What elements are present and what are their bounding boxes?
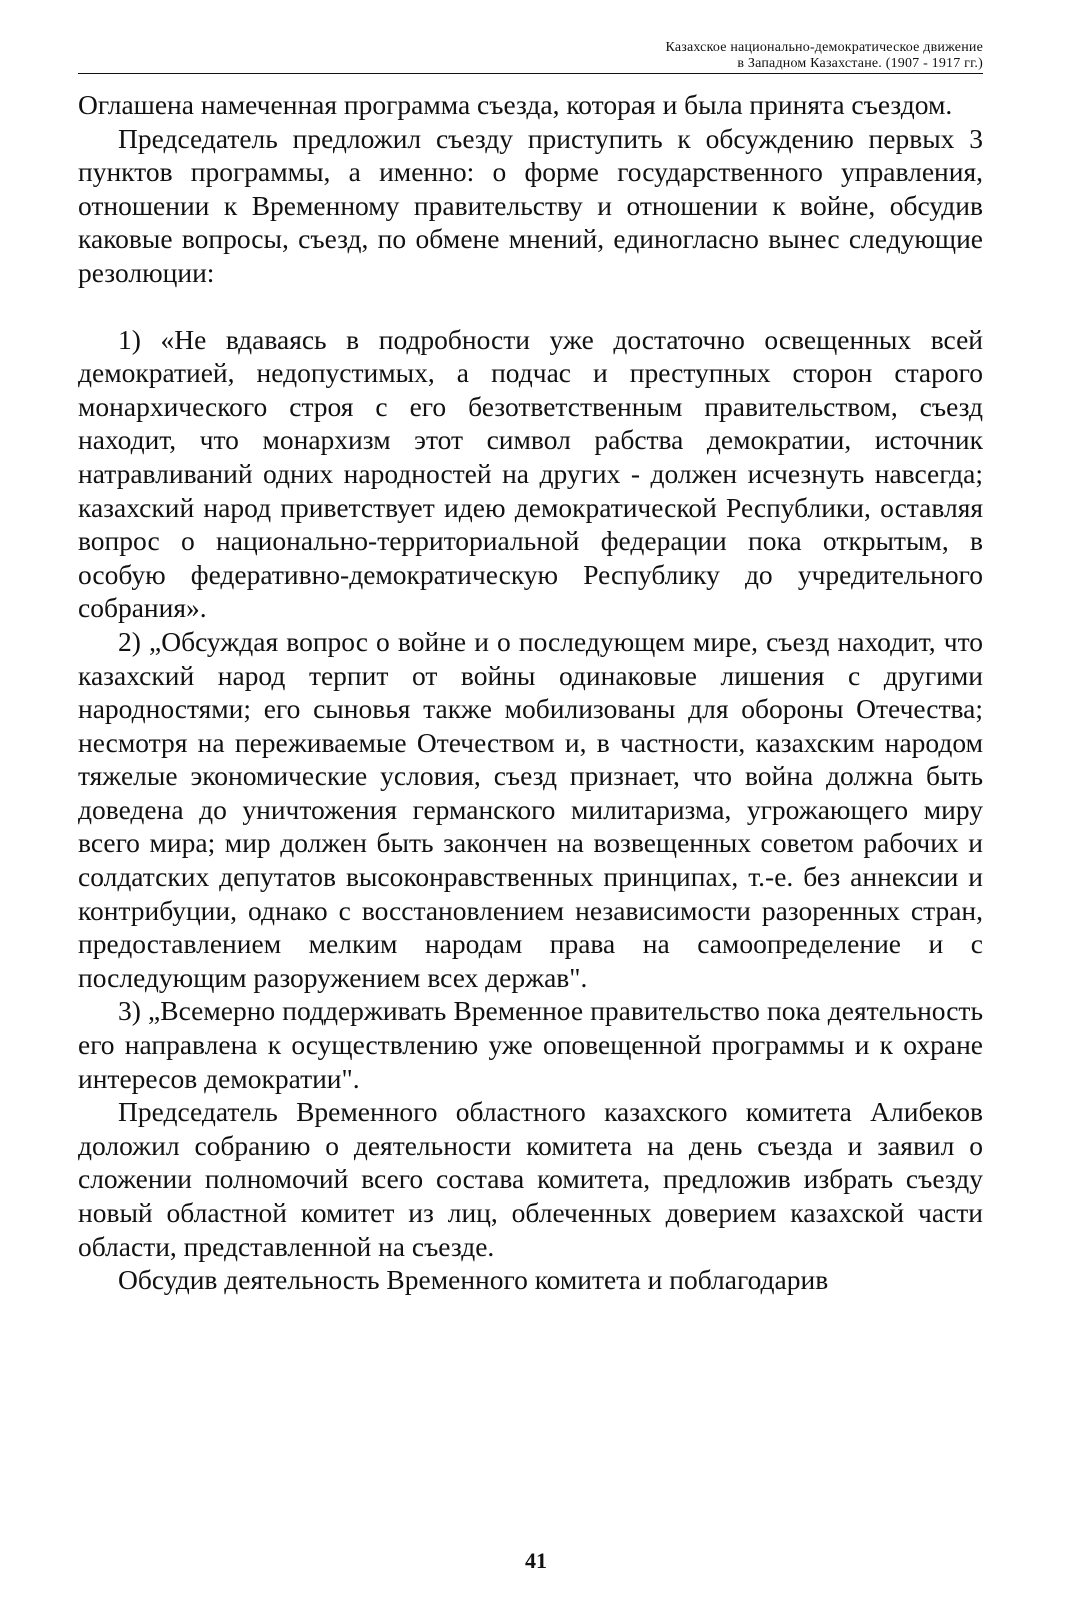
running-header-line-1: Казахское национально-демократическое движение (665, 40, 983, 55)
paragraph-6: Председатель Временного областного казахского комитета Алибеков доложил собранию о деятельности комитета на день съезда и заявил о сложении полномочий всего состава комитета, предложив избрать съезду новый областной комитет из лиц, облеченных доверием казахской части области, представленной на съезде. (78, 1096, 983, 1262)
paragraph-gap (78, 290, 983, 323)
header-rule (78, 73, 983, 74)
resolution-1: 1) «Не вдаваясь в подробности уже достаточно освещенных всей демократией, недопустимых, а подчас и преступных сторон старого монархического строя с его безответственным правительством, съезд находит, что монархизм этот символ рабства демократии, источник натравливаний одних народностей на других - должен исчезнуть навсегда; казахский народ приветствует идею демократической Республики, оставляя вопрос о национально-территориальной федерации пока открытым, в особую федеративно-демократическую Республику до учредительного собрания». (78, 323, 983, 624)
page-number: 41 (525, 1548, 547, 1573)
document-page (78, 40, 983, 1297)
resolution-2: 2) „Обсуждая вопрос о войне и о последующем мире, съезд находит, что казахский народ терпит от войны одинаковые лишения с другими народностями; его сыновья также мобилизованы для обороны Отечества; несмотря на переживаемые Отечеством и, в частности, казахским народом тяжелые экономические условия, съезд признает, что война должна быть доведена до уничтожения германского милитаризма, угрожающего миру всего мира; мир должен быть закончен на возвещенных советом рабочих и солдатских депутатов высоконравственных принципах, т.-е. без аннексии и контрибуции, однако с восстановлением независимости разоренных стран, предоставлением мелким народам права на самоопределение и с последующим разоружением всех держав". (78, 625, 983, 993)
body-text (78, 88, 983, 1297)
resolution-3: 3) „Всемерно поддерживать Временное правительство пока деятельность его направлена к осуществлению уже оповещенной программы и к охране интересов демократии". (78, 995, 983, 1094)
running-header (78, 40, 983, 72)
paragraph-2: Председатель предложил съезду приступить к обсуждению первых 3 пунктов программы, а именно: о форме государственного управления, отношении к Временному правительству и отношении к войне, обсудив каковые вопросы, съезд, по обмене мнений, единогласно вынес следующие резолюции: (78, 122, 983, 288)
paragraph-7: Обсудив деятельность Временного комитета и поблагодарив (118, 1264, 829, 1296)
paragraph-1: Оглашена намеченная программа съезда, которая и была принята съездом. (78, 89, 953, 120)
running-header-line-2: в Западном Казахстане. (1907 - 1917 гг.) (737, 56, 983, 71)
